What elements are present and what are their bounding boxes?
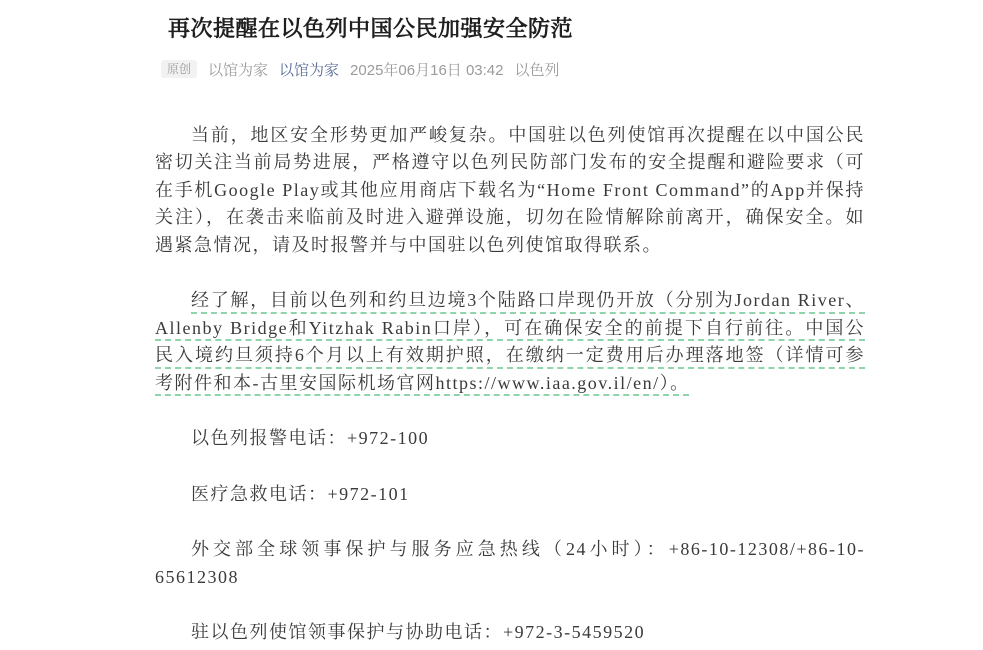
publish-location: 以色列 (514, 61, 560, 79)
original-badge: 原创 (161, 60, 197, 78)
account-link[interactable]: 以馆为家 (279, 61, 340, 79)
paragraph-police-phone: 以色列报警电话：+972-100 (191, 428, 430, 449)
paragraph-safety-advice: 当前，地区安全形势更加严峻复杂。中国驻以色列使馆再次提醒在以中国公民密切关注当前局势进展，严格遵守以色列民防部门发布的安全提醒和避险要求（可在手机Google Play或其他应用商店下载名为“Home Front Command”的App并保持关注），在袭击来临前及时进入避弹设施，切勿在险情解除前离开，确保安全。如遇紧急情况，请及时报警并与中国驻以色列使馆取得联系。 (155, 124, 865, 255)
article-meta (161, 59, 865, 80)
author-name[interactable]: 以馆为家 (208, 61, 269, 79)
article-body (155, 122, 865, 647)
paragraph-border-crossings: 经了解，目前以色列和约旦边境3个陆路口岸现仍开放（分别为Jordan River、Allenby Bridge和Yitzhak Rabin口岸），可在确保安全的前提下自行前往。中国公民入境约旦须持6个月以上有效期护照，在缴纳一定费用后办理落地签（详情可参考附件和本-古里安国际机场官网https://www.iaa.gov.il/en/）。 (155, 290, 865, 393)
publish-datetime: 2025年06月16日 03:42 (350, 61, 504, 79)
paragraph-medical-phone: 医疗急救电话：+972-101 (191, 483, 410, 504)
paragraph-embassy-phone: 驻以色列使馆领事保护与协助电话：+972-3-5459520 (191, 622, 646, 643)
article-title: 再次提醒在以色列中国公民加强安全防范 (168, 16, 574, 41)
paragraph-mfa-hotline: 外交部全球领事保护与服务应急热线（24小时）：+86-10-12308/+86-10-65612308 (155, 539, 865, 587)
